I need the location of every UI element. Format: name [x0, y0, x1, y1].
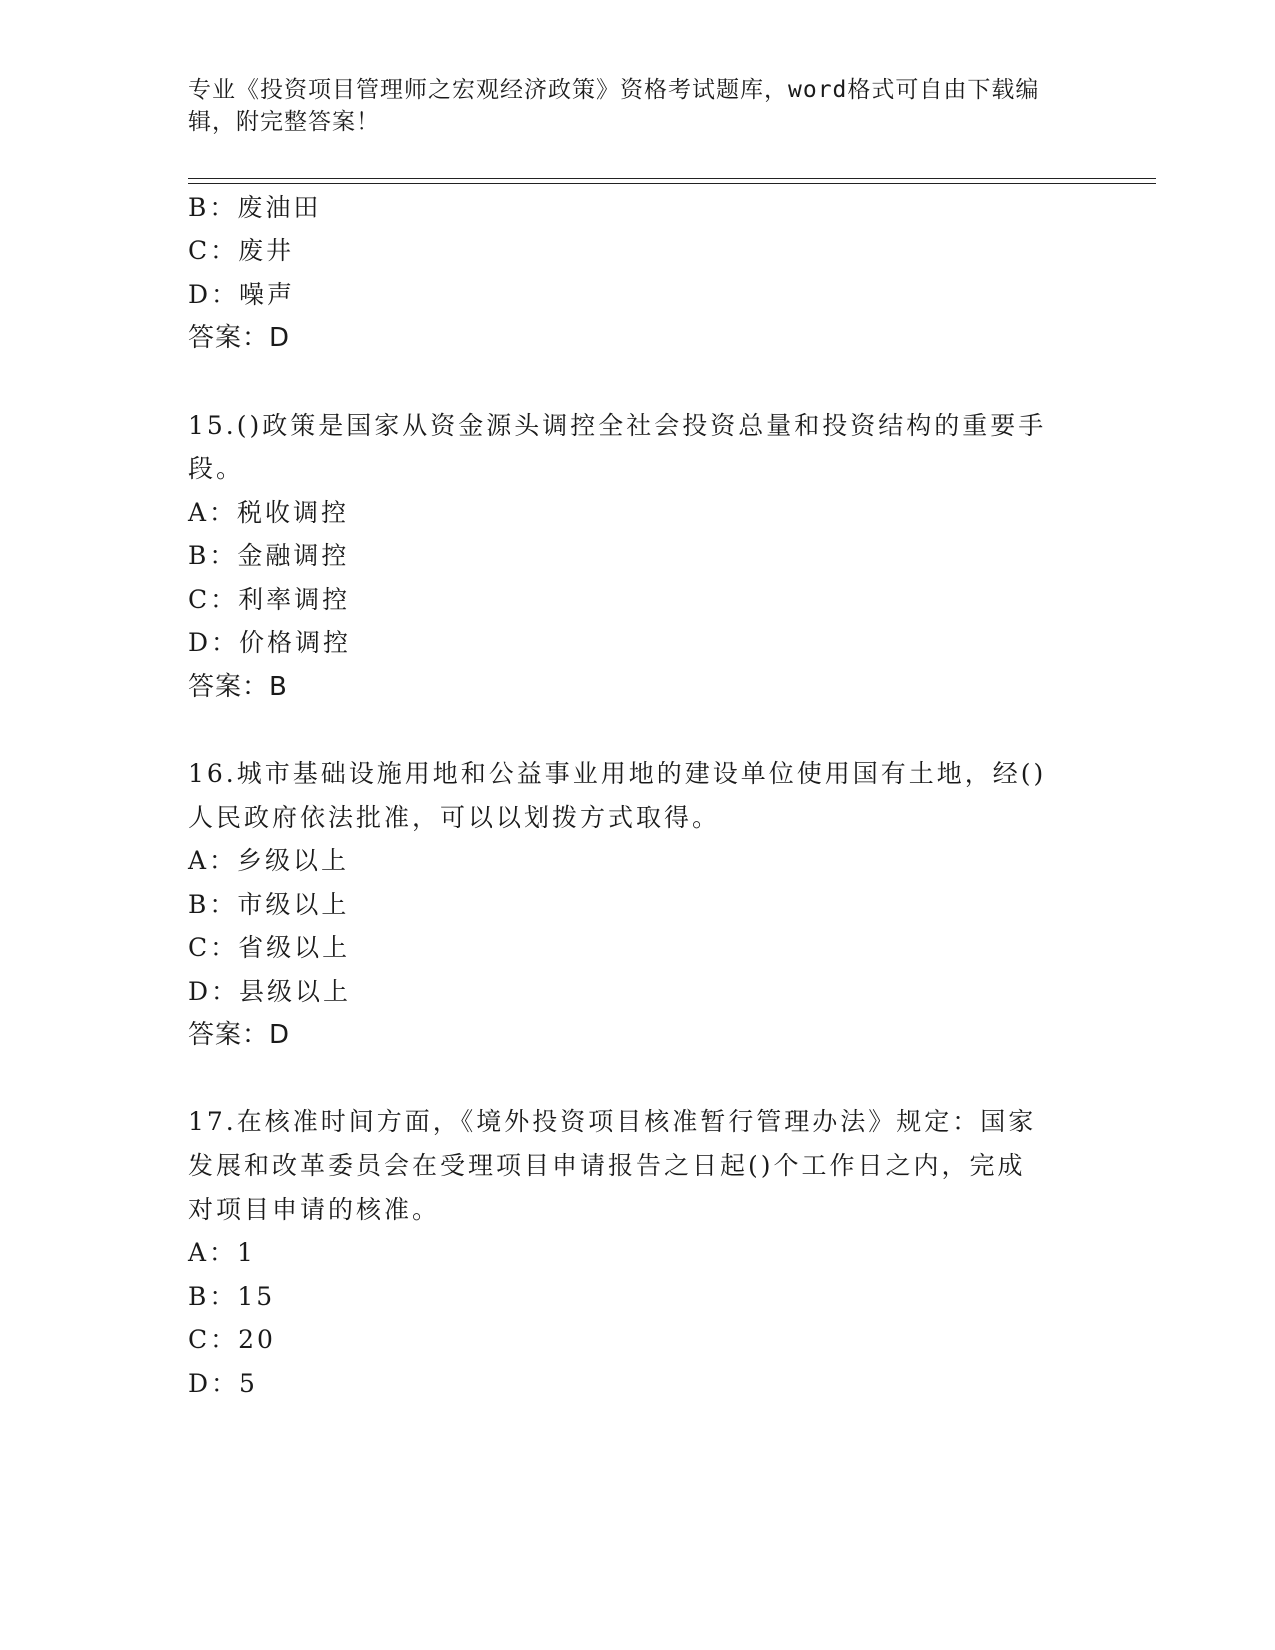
q15-option-b: B：金融调控 — [188, 541, 350, 570]
q16-stem-line2: 人民政府依法批准，可以以划拨方式取得。 — [188, 803, 721, 832]
document-header: 专业《投资项目管理师之宏观经济政策》资格考试题库，word格式可自由下载编辑，附完整答案！ — [188, 77, 1040, 135]
header-divider-bottom — [188, 183, 1156, 184]
q14-option-c: C：废井 — [188, 236, 295, 265]
q16-option-d: D：县级以上 — [188, 977, 352, 1006]
q16-stem-line1: 16.城市基础设施用地和公益事业用地的建设单位使用国有土地，经() — [188, 759, 1047, 788]
q15-stem-line2: 段。 — [188, 454, 245, 483]
q17-option-b: B：15 — [188, 1282, 276, 1311]
q15-option-d: D：价格调控 — [188, 628, 352, 657]
q15-option-a: A：税收调控 — [188, 498, 350, 527]
q16-option-a: A：乡级以上 — [188, 846, 350, 875]
q15-answer: 答案：B — [188, 672, 288, 702]
q16-option-c: C：省级以上 — [188, 933, 351, 962]
q17-stem-line3: 对项目申请的核准。 — [188, 1195, 441, 1224]
q14-option-b: B：废油田 — [188, 193, 322, 222]
q15-option-c: C：利率调控 — [188, 585, 351, 614]
q14-option-d: D：噪声 — [188, 280, 296, 309]
q16-option-b: B：市级以上 — [188, 890, 350, 919]
q17-stem-line1: 17.在核准时间方面，《境外投资项目核准暂行管理办法》规定：国家 — [188, 1107, 1037, 1136]
q17-option-c: C：20 — [188, 1325, 276, 1354]
q15-stem-line1: 15.()政策是国家从资金源头调控全社会投资总量和投资结构的重要手 — [188, 411, 1047, 440]
q17-stem-line2: 发展和改革委员会在受理项目申请报告之日起()个工作日之内，完成 — [188, 1151, 1026, 1180]
header-divider-top — [188, 178, 1156, 179]
q17-option-a: A：1 — [188, 1238, 256, 1267]
q17-option-d: D：5 — [188, 1369, 258, 1398]
q16-answer: 答案：D — [188, 1020, 291, 1050]
q14-answer: 答案：D — [188, 323, 291, 353]
